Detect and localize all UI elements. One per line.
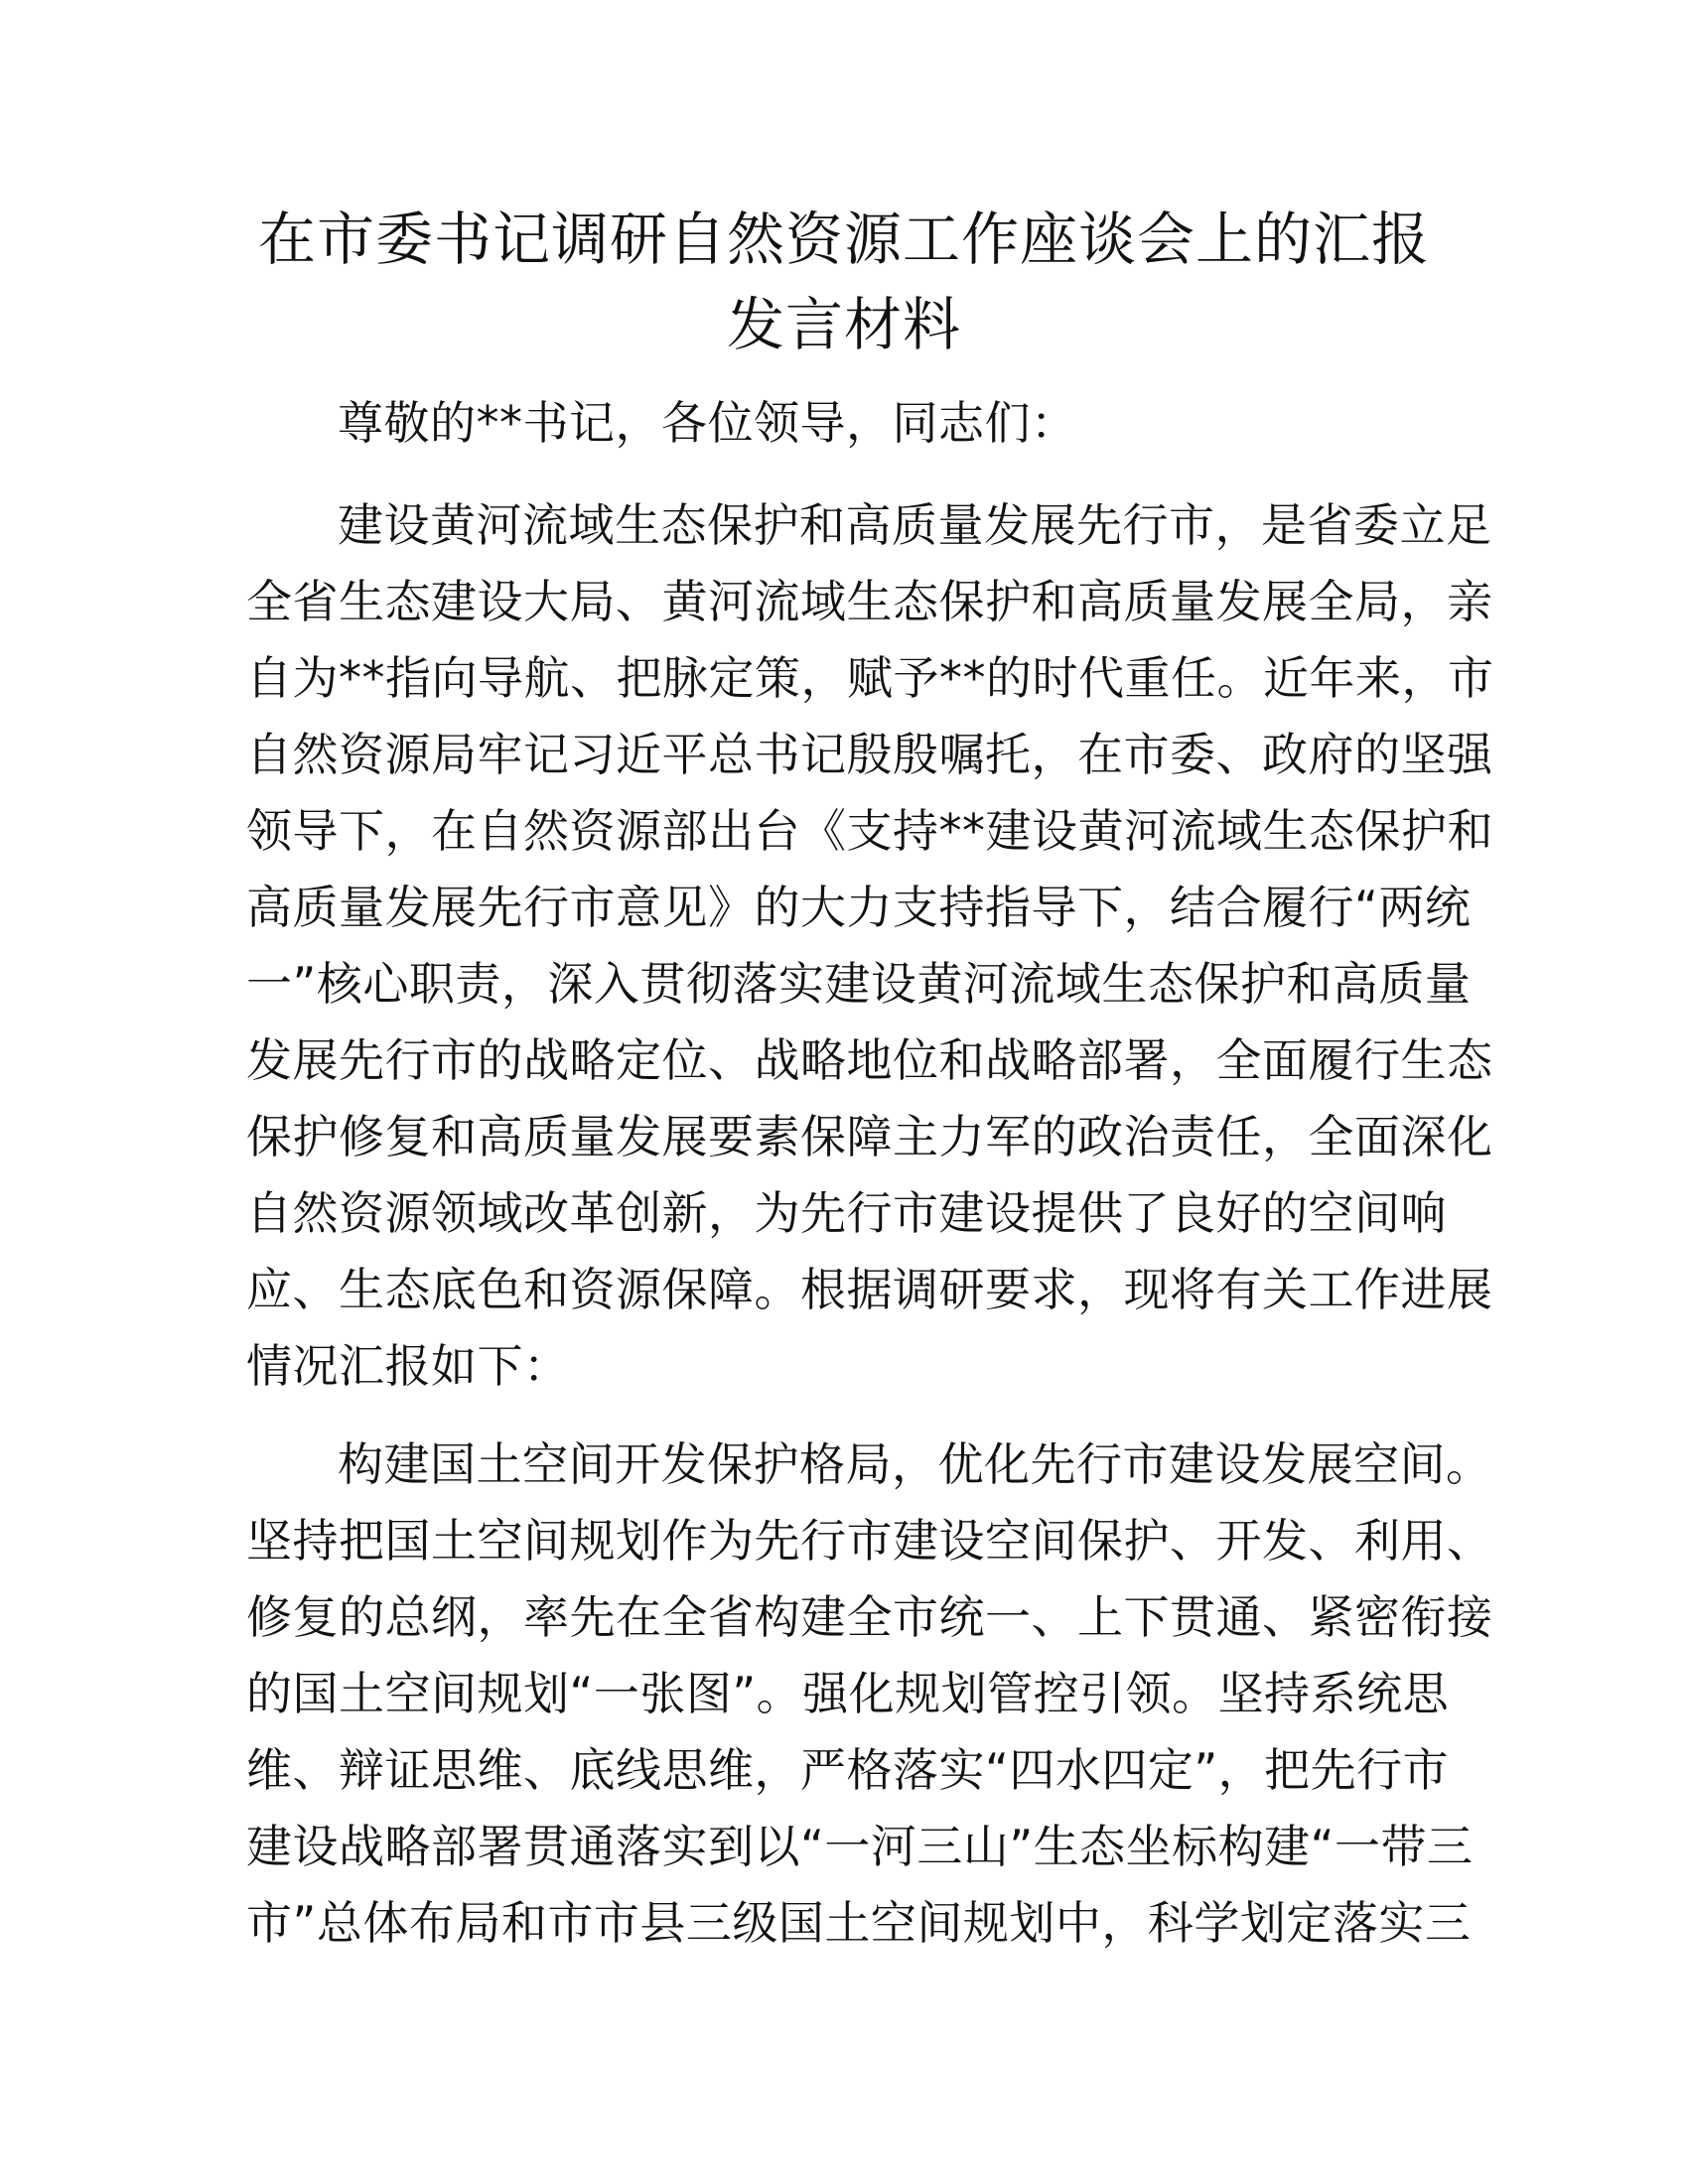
paragraph-line: 自然资源局牢记习近平总书记殷殷嘱托，在市委、政府的坚强 [246, 728, 1493, 781]
paragraph-line: 建设战略部署贯通落实到以“一河三山”生态坐标构建“一带三 [246, 1820, 1474, 1873]
paragraph-line: 保护修复和高质量发展要素保障主力军的政治责任，全面深化 [246, 1110, 1493, 1163]
paragraph-2 [246, 1427, 1493, 1962]
title-line-2: 发言材料 [726, 291, 961, 358]
document-body [246, 385, 1494, 1962]
paragraph-line: 市”总体布局和市市县三级国土空间规划中，科学划定落实三 [246, 1896, 1472, 1950]
paragraph-line: 领导下，在自然资源部出台《支持**建设黄河流域生态保护和 [246, 804, 1493, 858]
paragraph-line: 自为**指向导航、把脉定策，赋予**的时代重任。近年来，市 [246, 651, 1494, 705]
paragraph-line: 修复的总纲，率先在全省构建全市统一、上下贯通、紧密衔接 [246, 1590, 1493, 1644]
paragraph-line: 的国土空间规划“一张图”。强化规划管控引领。坚持系统思 [246, 1667, 1450, 1720]
paragraph-line: 构建国土空间开发保护格局，优化先行市建设发展空间。 [338, 1437, 1492, 1491]
paragraph-line: 发展先行市的战略定位、战略地位和战略部署，全面履行生态 [246, 1033, 1493, 1087]
paragraph-line: 高质量发展先行市意见》的大力支持指导下，结合履行“两统 [246, 881, 1472, 934]
paragraph-line: 维、辩证思维、底线思维，严格落实“四水四定”，把先行市 [246, 1743, 1450, 1797]
paragraph-line: 全省生态建设大局、黄河流域生态保护和高质量发展全局，亲 [246, 575, 1493, 628]
salutation: 尊敬的**书记，各位领导，同志们： [338, 396, 1077, 450]
paragraph-line: 自然资源领域改革创新，为先行市建设提供了良好的空间响 [246, 1186, 1447, 1240]
paragraph-line: 一”核心职责，深入贯彻落实建设黄河流域生态保护和高质量 [246, 957, 1472, 1011]
paragraph-line: 应、生态底色和资源保障。根据调研要求，现将有关工作进展 [246, 1263, 1493, 1316]
title-line-1: 在市委书记调研自然资源工作座谈会上的汇报 [257, 205, 1430, 273]
paragraph-line: 坚持把国土空间规划作为先行市建设空间保护、开发、利用、 [246, 1514, 1493, 1568]
paragraph-line: 情况汇报如下： [246, 1339, 570, 1393]
paragraph-1 [246, 487, 1494, 1405]
document-title [228, 197, 1460, 367]
paragraph-line: 建设黄河流域生态保护和高质量发展先行市，是省委立足 [338, 498, 1492, 552]
